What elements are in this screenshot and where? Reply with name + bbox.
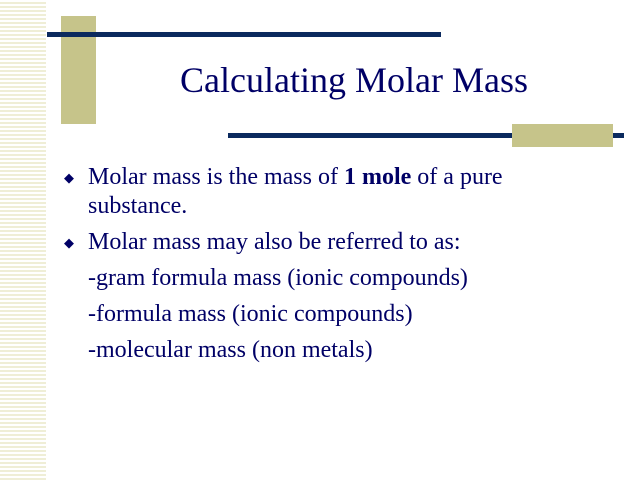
sub-line: -molecular mass (non metals)	[88, 337, 373, 363]
bullet-item	[64, 163, 604, 221]
bullet-text-end: of a pure substance.	[88, 164, 503, 219]
sub-line: -formula mass (ionic compounds)	[88, 301, 413, 327]
diamond-bullet-icon: ◆	[64, 235, 74, 250]
bullet-item	[64, 228, 604, 257]
left-stripe-decoration	[0, 0, 46, 480]
bullet-text	[88, 163, 604, 221]
right-accent-block	[512, 124, 613, 147]
slide-title: Calculating Molar Mass	[180, 60, 528, 100]
slide-body	[64, 163, 604, 372]
sub-line: -gram formula mass (ionic compounds)	[88, 265, 468, 291]
top-accent-line	[47, 32, 441, 37]
bold-emphasis: 1 mole	[343, 164, 412, 190]
bullet-text-start: Molar mass is the mass of	[88, 164, 344, 190]
bullet-text: Molar mass may also be referred to as:	[88, 229, 461, 255]
diamond-bullet-icon: ◆	[64, 170, 74, 185]
